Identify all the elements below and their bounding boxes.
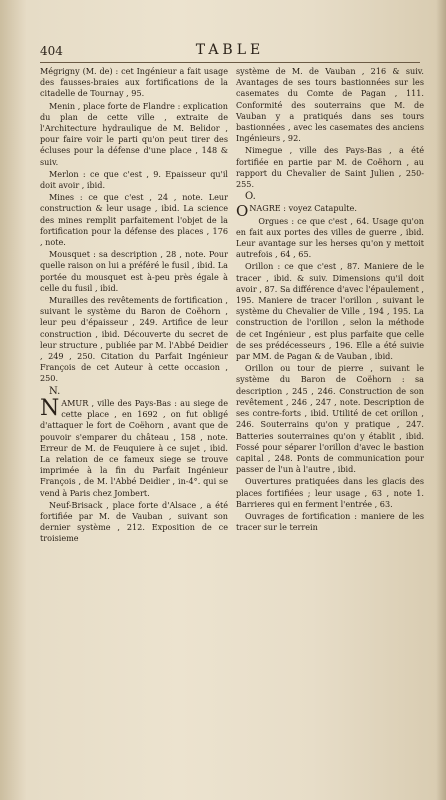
page-gutter-shadow xyxy=(436,0,446,800)
page-number: 404 xyxy=(40,44,63,58)
index-entry: Mines : ce que c'est , 24 , note. Leur construction & leur usage , ibid. La science des mines remplit parfaitement l'objet de la fortification pour la défense des places , 176 , note. xyxy=(40,192,228,248)
header-rule xyxy=(40,62,420,63)
index-entry: Menin , place forte de Flandre : explication du plan de cette ville , extraite de l'Architecture hydraulique de M. Belidor , pour faire voir le parti qu'on peut tirer des écluses pour la défense d'une place , 148 & suiv. xyxy=(40,100,228,167)
index-entry: Mousquet : sa description , 28 , note. Pour quelle raison on lui a préféré le fusil , ibid. La portée du mousquet est à-peu près égale à celle du fusil , ibid. xyxy=(40,249,228,293)
index-entry: Ouvrages de fortification : maniere de les tracer sur le terrein xyxy=(236,510,424,533)
index-entry: Neuf-Brisack , place forte d'Alsace , a été fortifiée par M. de Vauban , suivant son dernier système , 212. Exposition de ce troisieme xyxy=(40,499,228,544)
left-column xyxy=(40,66,228,546)
section-letter: O. xyxy=(245,191,256,203)
index-entry: Orillon ou tour de pierre , suivant le système du Baron de Coëhorn : sa description , 245 , 246. Construction de son revêtement , 246 , 247 , note. Description de ses contre-forts , ibid. Utilité de cet orillon , 246. Souterrains qu'on y pratique , 247. Batteries souterraines qu'on y établit , ibid. Fossé pour séparer l'orillon d'avec le bastion capital , 248. Ponts de communication pour passer de l'un à l'autre , ibid. xyxy=(236,363,424,475)
index-entry xyxy=(40,395,228,499)
drop-cap: N xyxy=(40,395,60,421)
index-entry: Orgues : ce que c'est , 64. Usage qu'on en fait aux portes des villes de guerre , ibid. Leur avantage sur les herses qu'on y mettoit autrefois , 64 , 65. xyxy=(236,215,424,260)
index-entry: Nimegue , ville des Pays-Bas , a été fortifiée en partie par M. de Coëhorn , au rapport du Chevalier de Saint Julien , 250-255. xyxy=(236,145,424,190)
entry-text: NAGRE : voyez Catapulte. xyxy=(249,203,357,214)
index-entry: Murailles des revêtements de fortification , suivant le système du Baron de Coëhorn , leur peu d'épaisseur , 249. Artifice de leur construction , ibid. Découverte du secret de leur structure , publiée par M. l'Abbé Deidier , 249 , 250. Citation du Parfait Ingénieur François de cet Auteur à cette occasion , 250. xyxy=(40,295,228,384)
index-entry xyxy=(236,202,424,221)
page-header xyxy=(40,44,420,62)
running-title: TABLE xyxy=(195,42,265,58)
section-letter: N. xyxy=(49,385,61,397)
right-column xyxy=(236,66,424,534)
index-entry: Merlon : ce que c'est , 9. Epaisseur qu'il doit avoir , ibid. xyxy=(40,168,228,191)
index-entry: Mégrigny (M. de) : cet Ingénieur a fait usage des fausses-braies aux fortifications de la citadelle de Tournay , 95. xyxy=(40,66,228,99)
index-entry: Ouvertures pratiquées dans les glacis des places fortifiées ; leur usage , 63 , note 1. Barrieres qui en ferment l'entrée , 63. xyxy=(236,476,424,509)
index-entry: système de M. de Vauban , 216 & suiv. Avantages de ses tours bastionnées sur les casemates du Comte de Pagan , 111. Conformité des souterrains que M. de Vauban y a pratiqués dans ses tours bastionnées , avec les casemates des anciens Ingénieurs , 92. xyxy=(236,66,424,144)
entry-text: AMUR , ville des Pays-Bas : au siege de cette place , en 1692 , on fut obligé d'attaquer le fort de Coëhorn , avant que de pouvoir s'emparer du château , 158 , note. Erreur de M. de Feuquiere à ce sujet , ibid. La relation de ce fameux siege se trouve imprimée à la fin du Parfait Ingénieur François , de M. l'Abbé Deidier , in-4°. qui se vend à Paris chez Jombert. xyxy=(40,397,228,498)
drop-cap: O xyxy=(236,202,249,221)
index-entry: Orillon : ce que c'est , 87. Maniere de le tracer , ibid. & suiv. Dimensions qu'il doit avoir , 87. Sa différence d'avec l'épaulement , 195. Maniere de tracer l'orillon , suivant le système du Chevalier de Ville , 194 , 195. La construction de l'orillon , selon la méthode de cet Ingénieur , est plus parfaite que celle de ses prédécesseurs , 196. Elle a été suivie par MM. de Pagan & de Vauban , ibid. xyxy=(236,261,424,362)
